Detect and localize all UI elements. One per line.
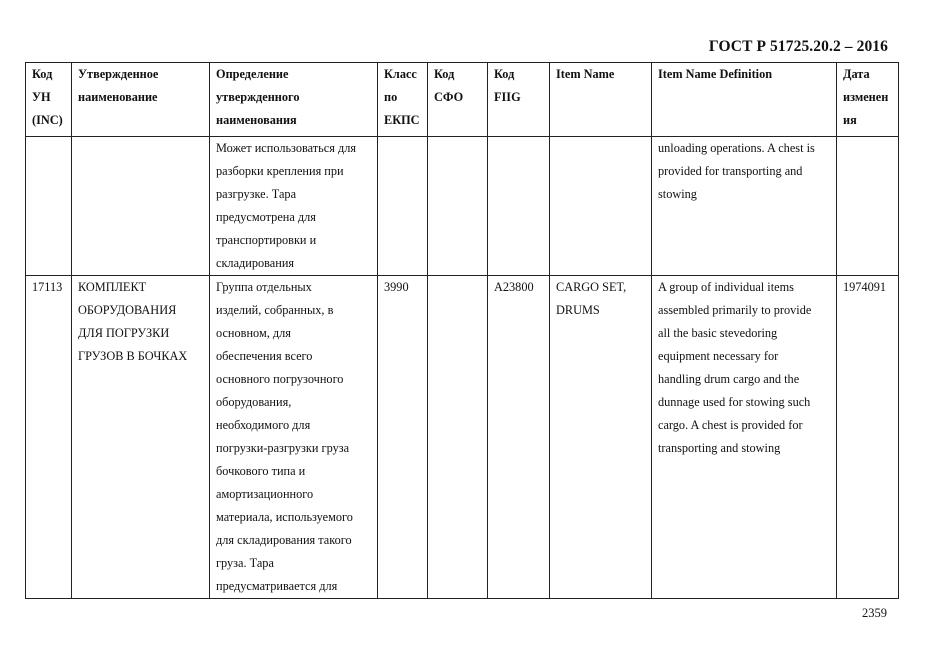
cell-item-name: CARGO SET, DRUMS	[550, 276, 652, 599]
header-approved-name: Утвержденное наименование	[72, 63, 210, 137]
table-row	[26, 276, 899, 599]
cell-sfo	[428, 276, 488, 599]
cell-date	[837, 137, 899, 276]
header-fiig: Код FIIG	[488, 63, 550, 137]
header-definition-ru: Определение утвержденного наименования	[210, 63, 378, 137]
document-standard-header: ГОСТ Р 51725.20.2 – 2016	[708, 38, 888, 55]
cell-definition-ru: Может использоваться для разборки крепления при разгрузке. Тара предусмотрена для транспортировки и складирования	[210, 137, 378, 276]
header-inc: Код УН (INC)	[26, 63, 72, 137]
table-row	[26, 137, 899, 276]
cell-fiig: A23800	[488, 276, 550, 599]
cell-approved-name	[72, 137, 210, 276]
cell-item-definition: A group of individual items assembled primarily to provide all the basic stevedoring equipment necessary for handling drum cargo and the dunnage used for stowing such cargo. A chest is provided for transporting and stowing	[652, 276, 837, 599]
page-number: 2359	[862, 606, 887, 620]
header-date: Дата изменен ия	[837, 63, 899, 137]
cell-sfo	[428, 137, 488, 276]
cell-class: 3990	[378, 276, 428, 599]
catalog-table	[25, 62, 899, 599]
header-class: Класс по ЕКПС	[378, 63, 428, 137]
header-item-definition: Item Name Definition	[652, 63, 837, 137]
table-header-row	[26, 63, 899, 137]
cell-date: 1974091	[837, 276, 899, 599]
cell-inc	[26, 137, 72, 276]
cell-definition-ru: Группа отдельных изделий, собранных, в основном, для обеспечения всего основного погрузочного оборудования, необходимого для погрузки-разгрузки груза бочкового типа и амортизационного материала, используемого для складирования такого груза. Тара предусматривается для	[210, 276, 378, 599]
cell-item-definition: unloading operations. A chest is provided for transporting and stowing	[652, 137, 837, 276]
cell-class	[378, 137, 428, 276]
cell-inc: 17113	[26, 276, 72, 599]
cell-fiig	[488, 137, 550, 276]
cell-item-name	[550, 137, 652, 276]
cell-approved-name: КОМПЛЕКТ ОБОРУДОВАНИЯ ДЛЯ ПОГРУЗКИ ГРУЗОВ В БОЧКАХ	[72, 276, 210, 599]
header-item-name: Item Name	[550, 63, 652, 137]
header-sfo: Код СФО	[428, 63, 488, 137]
